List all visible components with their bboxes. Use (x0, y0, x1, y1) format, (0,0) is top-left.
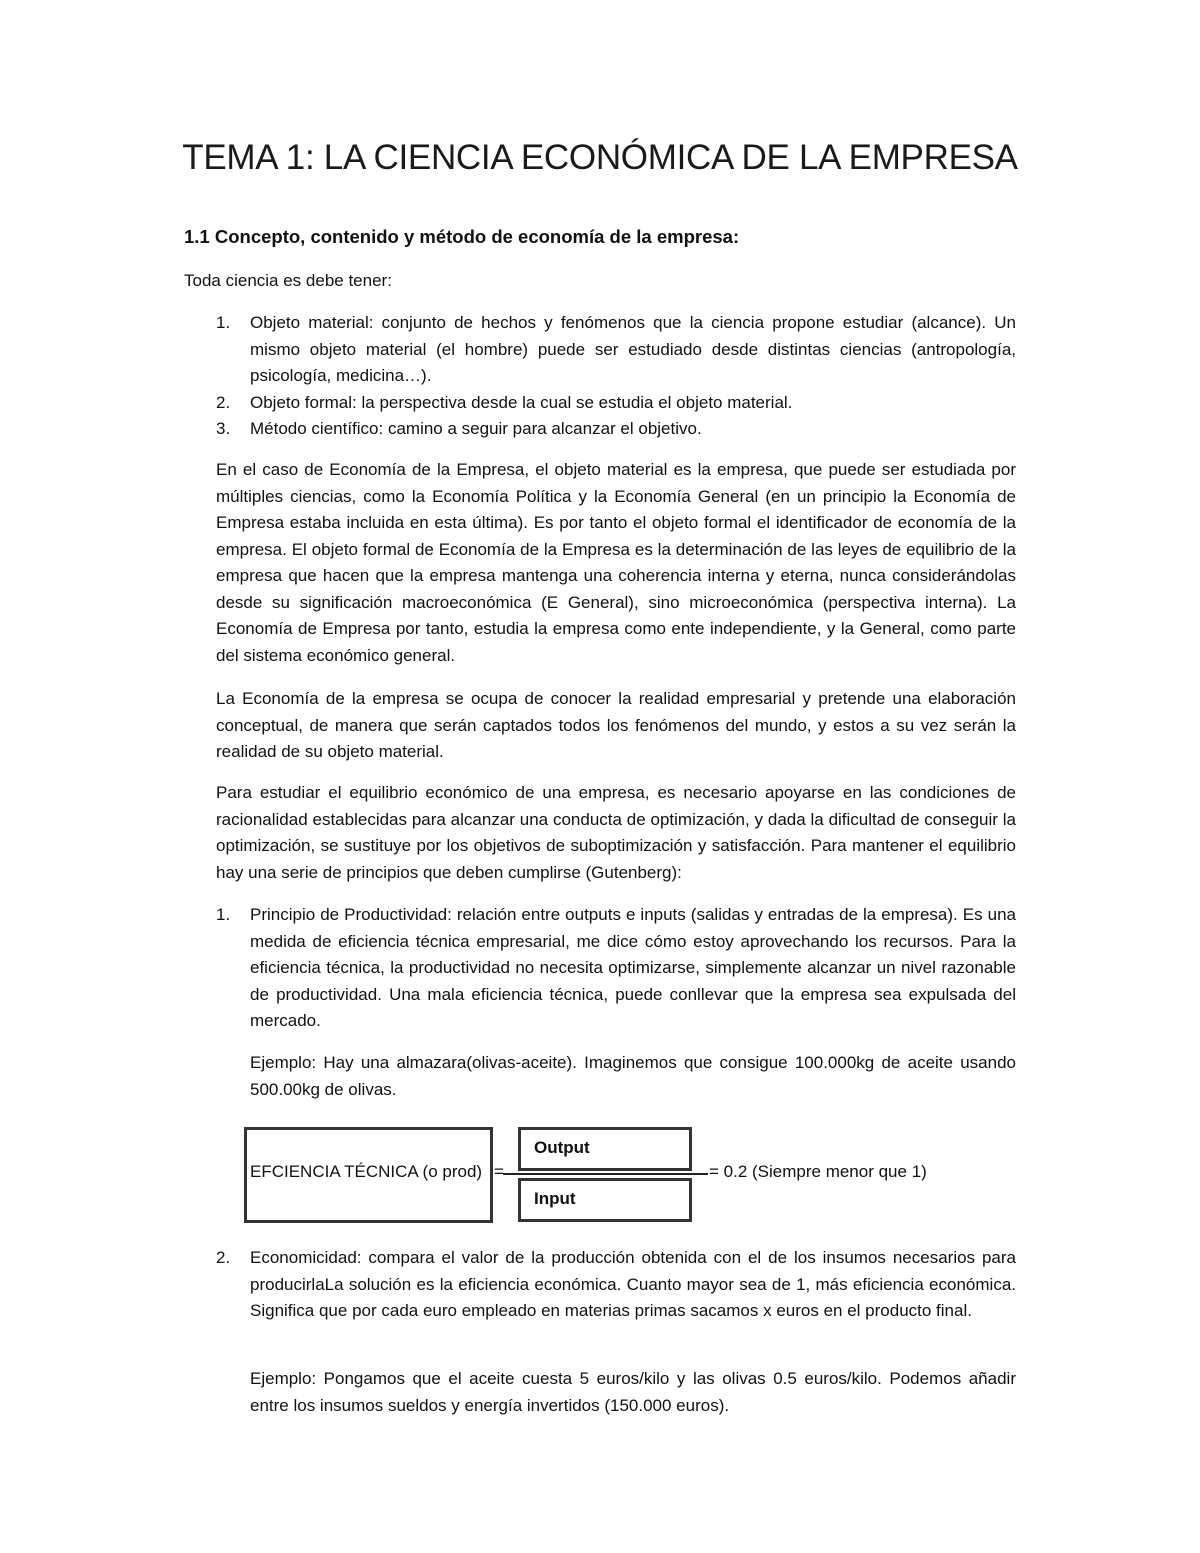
principles-list-continued (216, 1245, 1016, 1325)
list-text: Objeto formal: la perspectiva desde la cual se estudia el objeto material. (250, 392, 793, 412)
formula-denominator: Input (534, 1189, 576, 1208)
intro-text: Toda ciencia es debe tener: (184, 271, 392, 290)
section-heading: 1.1 Concepto, contenido y método de economía de la empresa: (184, 226, 740, 247)
science-requirements-list (216, 310, 1016, 443)
formula-result: = 0.2 (Siempre menor que 1) (709, 1162, 927, 1181)
list-item (216, 390, 1016, 417)
fraction-line (503, 1173, 708, 1175)
paragraph-equilibrium: Para estudiar el equilibrio económico de una empresa, es necesario apoyarse en las condiciones de racionalidad establecidas para alcanzar una conducta de optimización, y dada la dificultad de conseguir la optimización, se sustituye por los objetivos de suboptimización y satisfacción. Para mantener el equilibrio hay una serie de principios que deben cumplirse (Gutenberg): (216, 783, 1016, 882)
paragraph-object: En el caso de Economía de la Empresa, el objeto material es la empresa, que puede ser estudiada por múltiples ciencias, como la Economía Política y la Economía General (en un principio la Economía de Empresa estaba incluida en esta última). Es por tanto el objeto formal el identificador de economía de la empresa. El objeto formal de Economía de la Empresa es la determinación de las leyes de equilibrio de la empresa que hacen que la empresa mantenga una coherencia interna y eterna, nunca considerándolas desde su significación macroeconómica (E General), sino microeconómica (perspectiva interna). La Economía de Empresa por tanto, estudia la empresa como ente independiente, y la General, como parte del sistema económico general. (216, 460, 1016, 665)
list-number: 2. (216, 1248, 231, 1267)
list-text: Método científico: camino a seguir para alcanzar el objetivo. (250, 419, 702, 438)
list-number: 1. (216, 905, 231, 924)
list-number: 2. (216, 392, 231, 412)
list-item (216, 902, 1016, 1035)
formula-label: EFCIENCIA TÉCNICA (o prod) (250, 1162, 483, 1181)
list-item (216, 310, 1016, 390)
list-item (216, 1245, 1016, 1325)
list-text: Objeto material: conjunto de hechos y fenómenos que la ciencia propone estudiar (alcance). Un mismo objeto material (el hombre) puede ser estudiado desde distintas ciencias (antropología, psicología, medicina…). (250, 313, 1016, 385)
list-number: 3. (216, 419, 231, 438)
document-title: TEMA 1: LA CIENCIA ECONÓMICA DE LA EMPRESA (182, 138, 1018, 177)
list-text: Principio de Productividad: relación entre outputs e inputs (salidas y entradas de la empresa). Es una medida de eficiencia técnica empresarial, me dice cómo estoy aprovechando los recursos. Para la eficiencia técnica, la productividad no necesita optimizarse, simplemente alcanzar un nivel razonable de productividad. Una mala eficiencia técnica, puede conllevar que la empresa sea expulsada del mercado. (250, 905, 1016, 1030)
list-text: Economicidad: compara el valor de la producción obtenida con el de los insumos necesarios para producirlaLa solución es la eficiencia económica. Cuanto mayor sea de 1, más eficiencia económica. Significa que por cada euro empleado en materias primas sacamos x euros en el producto final. (250, 1248, 1016, 1320)
example-productivity: Ejemplo: Hay una almazara(olivas-aceite). Imaginemos que consigue 100.000kg de aceite usando 500.00kg de olivas. (250, 1053, 1016, 1099)
formula-numerator: Output (534, 1138, 590, 1157)
list-item (216, 416, 1016, 443)
formula-equals: = (494, 1162, 504, 1181)
principles-list (216, 902, 1016, 1035)
example-economicity: Ejemplo: Pongamos que el aceite cuesta 5 euros/kilo y las olivas 0.5 euros/kilo. Podemos añadir entre los insumos sueldos y energía invertidos (150.000 euros). (250, 1369, 1016, 1415)
paragraph-reality: La Economía de la empresa se ocupa de conocer la realidad empresarial y pretende una elaboración conceptual, de manera que serán captados todos los fenómenos del mundo, y estos a su vez serán la realidad de su objeto material. (216, 689, 1016, 761)
list-number: 1. (216, 313, 231, 332)
